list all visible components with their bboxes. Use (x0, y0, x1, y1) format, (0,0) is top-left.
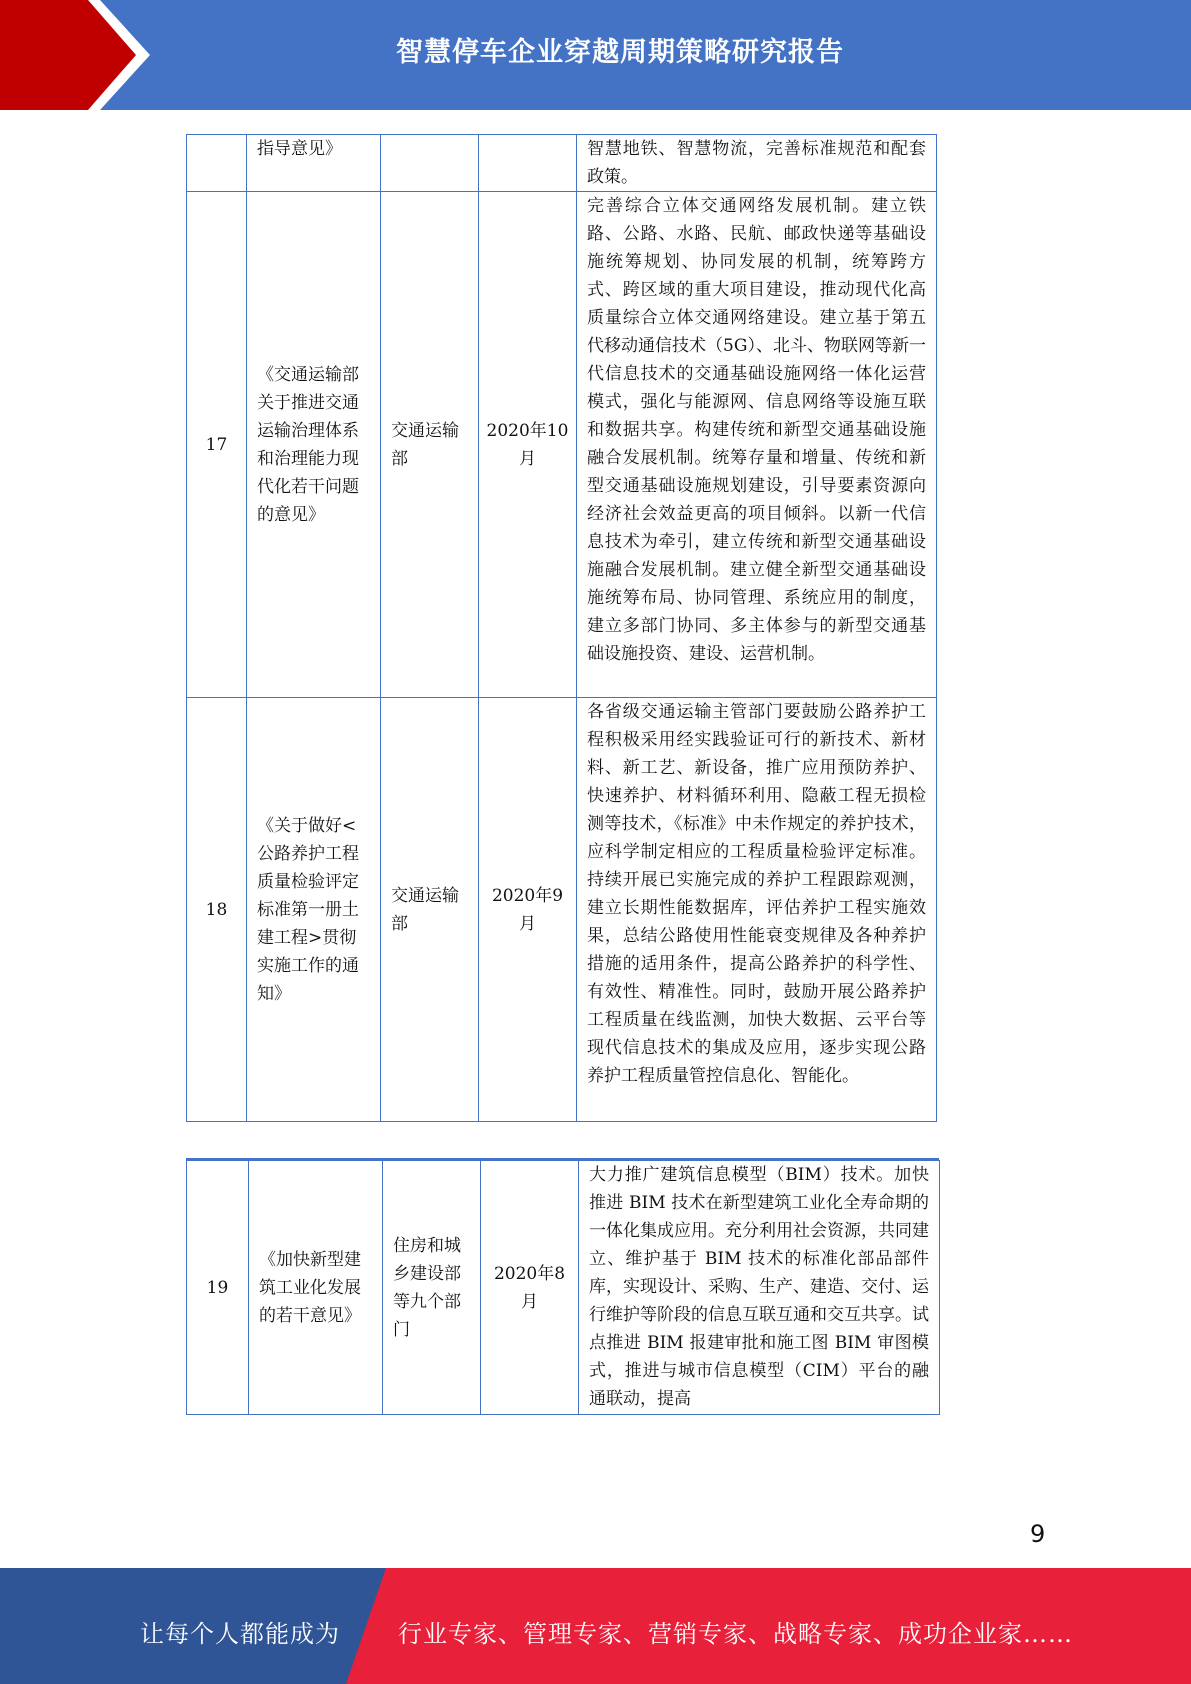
table-row (187, 135, 937, 192)
table-row (187, 192, 937, 698)
footer-slogan-left: 让每个人都能成为 (140, 1620, 340, 1648)
footer-slogan-right: 行业专家、管理专家、营销专家、战略专家、成功企业家…… (398, 1620, 1073, 1648)
policy-content: 完善综合立体交通网络发展机制。建立铁路、公路、水路、民航、邮政快递等基础设施统筹规划、协同发展的机制，统筹跨方式、跨区域的重大项目建设，推动现代化高质量综合立体交通网络建设。建立基于第五代移动通信技术（5G）、北斗、物联网等新一代信息技术的交通基础设施网络一体化运营模式，强化与能源网、信息网络等设施互联和数据共享。构建传统和新型交通基础设施融合发展机制。统筹存量和增量、传统和新型交通基础设施规划建设，引导要素资源向经济社会效益更高的项目倾斜。以新一代信息技术为牵引，建立传统和新型交通基础设施融合发展机制。建立健全新型交通基础设施统筹布局、协同管理、系统应用的制度，建立多部门协同、多主体参与的新型交通基础设施投资、建设、运营机制。 (577, 192, 937, 698)
issuing-department: 交通运输部 (381, 192, 479, 698)
row-index: 17 (187, 192, 247, 698)
page-header (0, 0, 1191, 110)
issuing-department (381, 135, 479, 192)
policy-content: 各省级交通运输主管部门要鼓励公路养护工程积极采用经实践验证可行的新技术、新材料、新工艺、新设备，推广应用预防养护、快速养护、材料循环利用、隐蔽工程无损检测等技术，《标准》中未作规定的养护技术，应科学制定相应的工程质量检验评定标准。持续开展已实施完成的养护工程跟踪观测，建立长期性能数据库，评估养护工程实施效果，总结公路使用性能衰变规律及各种养护措施的适用条件，提高公路养护的科学性、有效性、精准性。同时，鼓励开展公路养护工程质量在线监测，加快大数据、云平台等现代信息技术的集成及应用，逐步实现公路养护工程质量管控信息化、智能化。 (577, 698, 937, 1122)
issuing-department: 交通运输部 (381, 698, 479, 1122)
page-footer (0, 1568, 1191, 1684)
arrow-red-shape (0, 0, 136, 110)
policy-content: 智慧地铁、智慧物流，完善标准规范和配套政策。 (577, 135, 937, 192)
policy-name: 指导意见》 (247, 135, 381, 192)
table-row (187, 1161, 940, 1415)
policy-content: 大力推广建筑信息模型（BIM）技术。加快推进 BIM 技术在新型建筑工业化全寿命期的一体化集成应用。充分利用社会资源，共同建立、维护基于 BIM 技术的标准化部品部件库，实现设计、采购、生产、建造、交付、运行维护等阶段的信息互联互通和交互共享。试点推进 BIM 报建审批和施工图 BIM 审图模式，推进与城市信息模型（CIM）平台的融通联动，提高 (579, 1161, 940, 1415)
issuing-department: 住房和城乡建设部等九个部门 (383, 1161, 481, 1415)
row-index: 18 (187, 698, 247, 1122)
policy-name: 《关于做好<公路养护工程质量检验评定标准第一册土建工程>贯彻实施工作的通知》 (247, 698, 381, 1122)
report-title: 智慧停车企业穿越周期策略研究报告 (396, 37, 844, 68)
table-row (187, 698, 937, 1122)
policy-table-part1 (186, 134, 937, 1122)
issue-date: 2020年8月 (481, 1161, 579, 1415)
issue-date: 2020年9月 (479, 698, 577, 1122)
header-arrow-decoration (0, 0, 160, 110)
row-index: 19 (187, 1161, 249, 1415)
policy-name: 《加快新型建筑工业化发展的若干意见》 (249, 1161, 383, 1415)
row-index (187, 135, 247, 192)
issue-date: 2020年10月 (479, 192, 577, 698)
issue-date (479, 135, 577, 192)
page-number: 9 (1030, 1520, 1046, 1548)
policy-name: 《交通运输部关于推进交通运输治理体系和治理能力现代化若干问题的意见》 (247, 192, 381, 698)
policy-table-part2 (186, 1160, 940, 1415)
